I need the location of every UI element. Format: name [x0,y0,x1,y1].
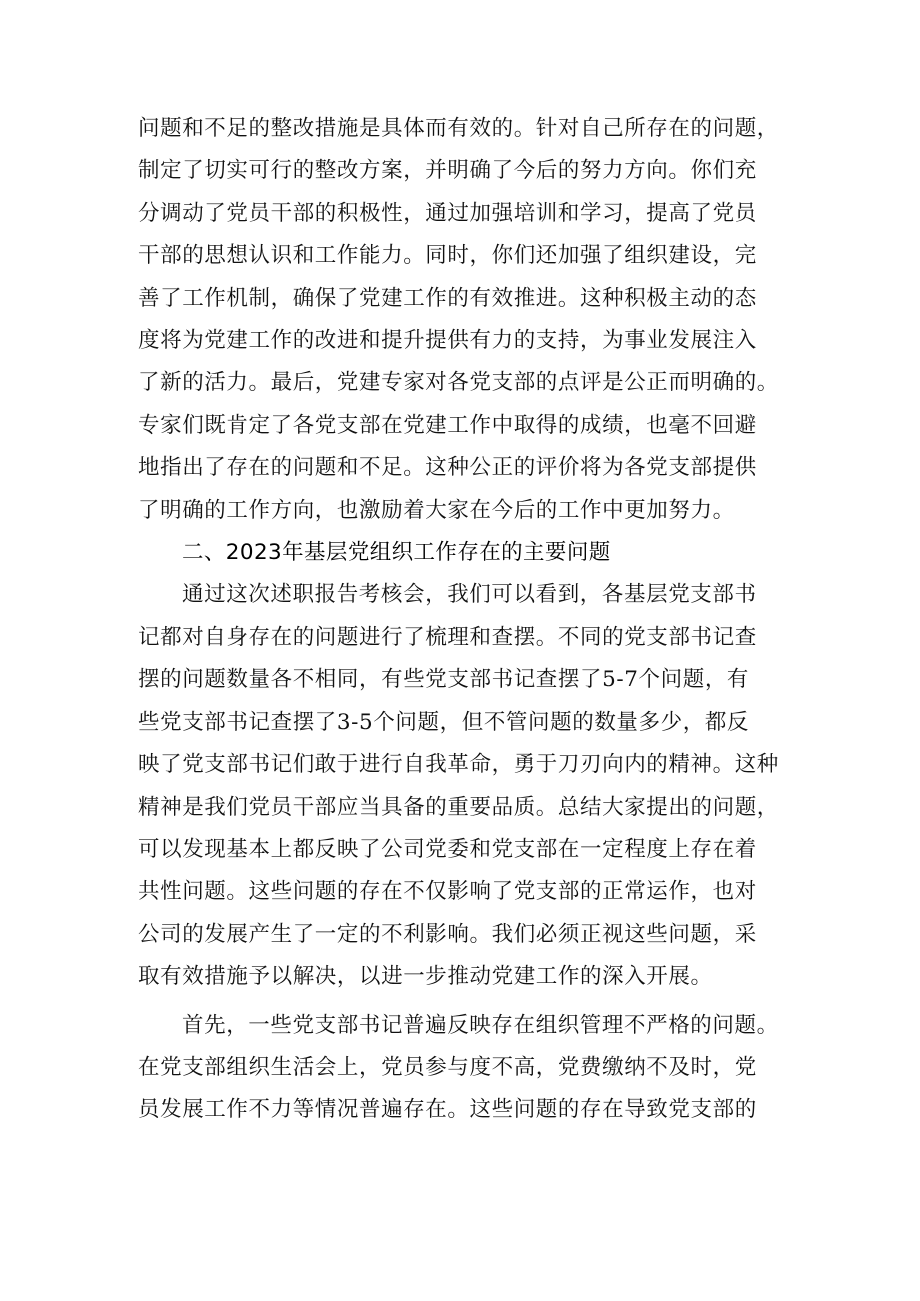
text-line: 记都对自身存在的问题进行了梳理和查摆。不同的党支部书记查 [138,624,757,650]
text-line: 专家们既肯定了各党支部在党建工作中取得的成绩，也毫不回避 [138,412,757,438]
text-line: 问题和不足的整改措施是具体而有效的。针对自己所存在的问题， [138,116,779,141]
text-line: 了明确的工作方向，也激励着大家在今后的工作中更加努力。 [138,497,735,523]
text-line: 映了党支部书记们敢于进行自我革命，勇于刀刃向内的精神。这种 [138,752,779,778]
text-line: 取有效措施予以解决，以进一步推动党建工作的深入开展。 [138,964,713,990]
text-line: 员发展工作不力等情况普遍存在。这些问题的存在导致党支部的 [138,1097,757,1123]
document-body [138,108,800,1132]
paragraph-review-findings [138,574,800,998]
text-line: 公司的发展产生了一定的不利影响。我们必须正视这些问题，采 [138,921,757,947]
text-line: 干部的思想认识和工作能力。同时，你们还加强了组织建设，完 [138,243,757,269]
section-heading: 二、2023年基层党组织工作存在的主要问题 [182,540,611,566]
text-line: 摆的问题数量各不相同，有些党支部书记查摆了5-7个问题，有 [138,667,750,693]
text-line: 地指出了存在的问题和不足。这种公正的评价将为各党支部提供 [138,455,757,481]
text-line: 通过这次述职报告考核会，我们可以看到，各基层党支部书 [182,582,757,608]
paragraph-first-issue [138,1005,800,1132]
text-line: 分调动了党员干部的积极性，通过加强培训和学习，提高了党员 [138,200,757,226]
text-line: 共性问题。这些问题的存在不仅影响了党支部的正常运作，也对 [138,879,757,905]
text-line: 在党支部组织生活会上，党员参与度不高，党费缴纳不及时，党 [138,1054,757,1080]
text-line: 精神是我们党员干部应当具备的重要品质。总结大家提出的问题， [138,794,779,820]
text-line: 首先，一些党支部书记普遍反映存在组织管理不严格的问题。 [182,1012,779,1038]
text-line: 了新的活力。最后，党建专家对各党支部的点评是公正而明确的。 [138,370,779,396]
text-line: 些党支部书记查摆了3-5个问题，但不管问题的数量多少，都反 [138,709,750,735]
text-line: 善了工作机制，确保了党建工作的有效推进。这种积极主动的态 [138,285,757,311]
paragraph-rectification-review [138,108,800,532]
text-line: 可以发现基本上都反映了公司党委和党支部在一定程度上存在着 [138,836,757,862]
text-line: 度将为党建工作的改进和提升提供有力的支持，为事业发展注入 [138,328,757,354]
text-line: 制定了切实可行的整改方案，并明确了今后的努力方向。你们充 [138,158,757,184]
